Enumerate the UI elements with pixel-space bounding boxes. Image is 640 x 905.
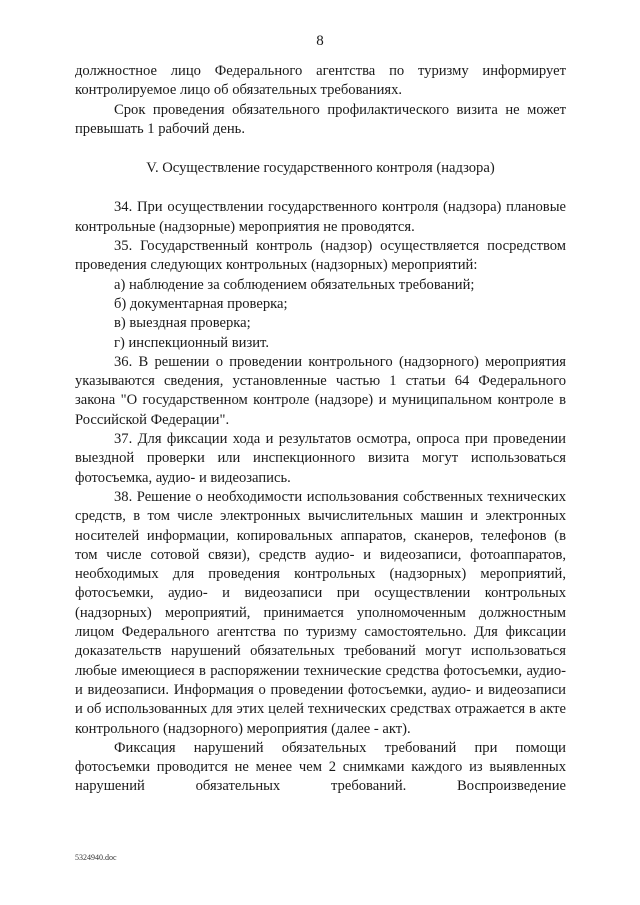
list-item-c: в) выездная проверка; xyxy=(114,315,251,332)
list-item-b: б) документарная проверка; xyxy=(114,295,288,312)
paragraph-visit-duration: Срок проведения обязательного профилактического визита не может превышать 1 рабочий день. xyxy=(75,101,566,137)
paragraph-38: 38. Решение о необходимости использования собственных технических средств, в том числе электронных вычислительных машин и электронных носителей информации, копировальных аппаратов, сканеров, телефонов (в том числе сотовой связи), средств аудио- и видеозаписи, фотоаппаратов, необходимых для проведения контрольных (надзорных) мероприятий, фотосъемки, аудио- и видеозаписи при осуществлении контрольных (надзорных) мероприятий, принимается уполномоченным должностным лицом Федерального агентства по туризму самостоятельно. Для фиксации доказательств нарушений обязательных требований могут использоваться любые имеющиеся в распоряжении технические средства фотосъемки, аудио- и видеозаписи. Информация о проведении фотосъемки, аудио- и видеозаписи и об использованных для этих целей технических средствах отражается в акте контрольного (надзорного) мероприятия (далее - акт). xyxy=(75,488,566,737)
page-number: 8 xyxy=(316,33,324,49)
footer-file-code: 5324940.doc xyxy=(75,853,117,862)
list-item-d: г) инспекционный визит. xyxy=(114,334,269,351)
paragraph-37: 37. Для фиксации хода и результатов осмотра, опроса при проведении выездной проверки или инспекционного визита могут использоваться фотосъемка, аудио- и видеозапись. xyxy=(75,431,566,486)
paragraph-intro-continued: должностное лицо Федерального агентства по туризму информирует контролируемое лицо об обязательных требованиях. xyxy=(75,63,566,99)
paragraph-35: 35. Государственный контроль (надзор) осуществляется посредством проведения следующих контрольных (надзорных) мероприятий: xyxy=(75,238,566,274)
paragraph-34: 34. При осуществлении государственного контроля (надзора) плановые контрольные (надзорные) мероприятия не проводятся. xyxy=(75,199,566,235)
list-item-a: а) наблюдение за соблюдением обязательных требований; xyxy=(114,276,475,293)
paragraph-photo-fixation: Фиксация нарушений обязательных требований при помощи фотосъемки проводится не менее чем 2 снимками каждого из выявленных нарушений обязательных требований. Воспроизведение xyxy=(75,739,566,795)
document-body xyxy=(75,62,566,797)
paragraph-36: 36. В решении о проведении контрольного (надзорного) мероприятия указываются сведения, установленные частью 1 статьи 64 Федерального закона "О государственном контроле (надзоре) и муниципальном контроле в Российской Федерации". xyxy=(75,353,566,428)
section-heading: V. Осуществление государственного контроля (надзора) xyxy=(146,160,495,177)
